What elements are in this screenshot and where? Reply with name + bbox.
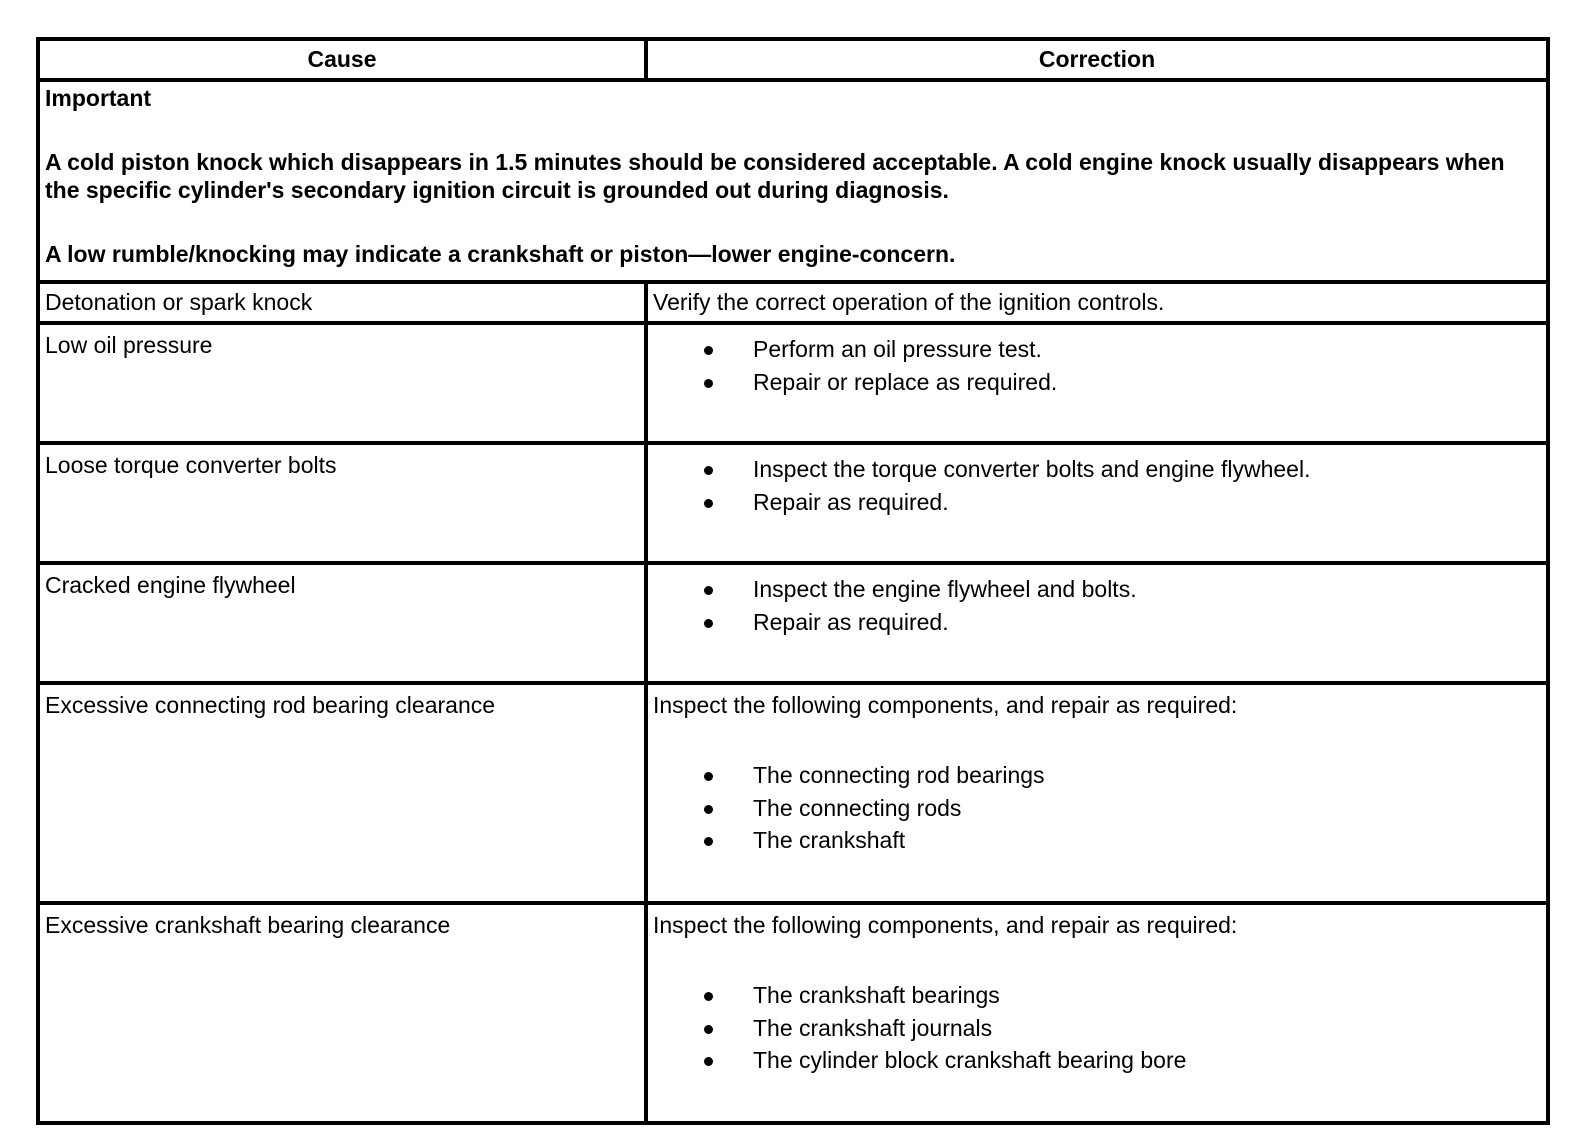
list-item: The connecting rod bearings xyxy=(653,759,1541,792)
table-row xyxy=(38,683,1548,903)
cause-cell: Low oil pressure xyxy=(38,323,646,443)
list-item: Inspect the torque converter bolts and engine flywheel. xyxy=(653,453,1541,486)
important-title: Important xyxy=(45,85,152,111)
correction-cell xyxy=(646,903,1548,1123)
cause-cell: Excessive crankshaft bearing clearance xyxy=(38,903,646,1123)
correction-list xyxy=(653,573,1541,638)
header-correction: Correction xyxy=(646,39,1548,80)
table-row xyxy=(38,282,1548,323)
cause-cell: Cracked engine flywheel xyxy=(38,563,646,683)
list-item: The connecting rods xyxy=(653,792,1541,825)
list-item: Inspect the engine flywheel and bolts. xyxy=(653,573,1541,606)
list-item: The crankshaft bearings xyxy=(653,979,1541,1012)
table-row xyxy=(38,563,1548,683)
correction-cell xyxy=(646,443,1548,563)
list-item: Repair as required. xyxy=(653,486,1541,519)
correction-list xyxy=(653,453,1541,518)
important-note-row xyxy=(38,80,1548,282)
header-cause: Cause xyxy=(38,39,646,80)
list-item: Repair or replace as required. xyxy=(653,366,1541,399)
header-row xyxy=(38,39,1548,80)
table-row xyxy=(38,323,1548,443)
cause-cell: Detonation or spark knock xyxy=(38,282,646,323)
correction-cell xyxy=(646,563,1548,683)
table-row xyxy=(38,443,1548,563)
correction-cell xyxy=(646,323,1548,443)
correction-intro: Inspect the following components, and repair as required: xyxy=(653,692,1238,718)
correction-intro: Inspect the following components, and repair as required: xyxy=(653,912,1238,938)
correction-list xyxy=(653,759,1541,857)
list-item: Perform an oil pressure test. xyxy=(653,333,1541,366)
list-item: The crankshaft journals xyxy=(653,1012,1541,1045)
cause-cell: Excessive connecting rod bearing clearance xyxy=(38,683,646,903)
correction-list xyxy=(653,979,1541,1077)
correction-cell: Verify the correct operation of the ignition controls. xyxy=(646,282,1548,323)
cause-cell: Loose torque converter bolts xyxy=(38,443,646,563)
list-item: The crankshaft xyxy=(653,824,1541,857)
list-item: Repair as required. xyxy=(653,606,1541,639)
correction-list xyxy=(653,333,1541,398)
correction-cell xyxy=(646,683,1548,903)
important-paragraph-1: A cold piston knock which disappears in 1.5 minutes should be considered acceptable. A cold engine knock usually disappears when the specific cylinder's secondary ignition circuit is grounded out during diagnosis. xyxy=(45,149,1505,203)
important-paragraph-2: A low rumble/knocking may indicate a crankshaft or piston—lower engine-concern. xyxy=(45,241,956,267)
important-note xyxy=(38,80,1548,282)
table-row xyxy=(38,903,1548,1123)
list-item: The cylinder block crankshaft bearing bore xyxy=(653,1044,1541,1077)
diagnostic-table xyxy=(36,37,1550,1125)
